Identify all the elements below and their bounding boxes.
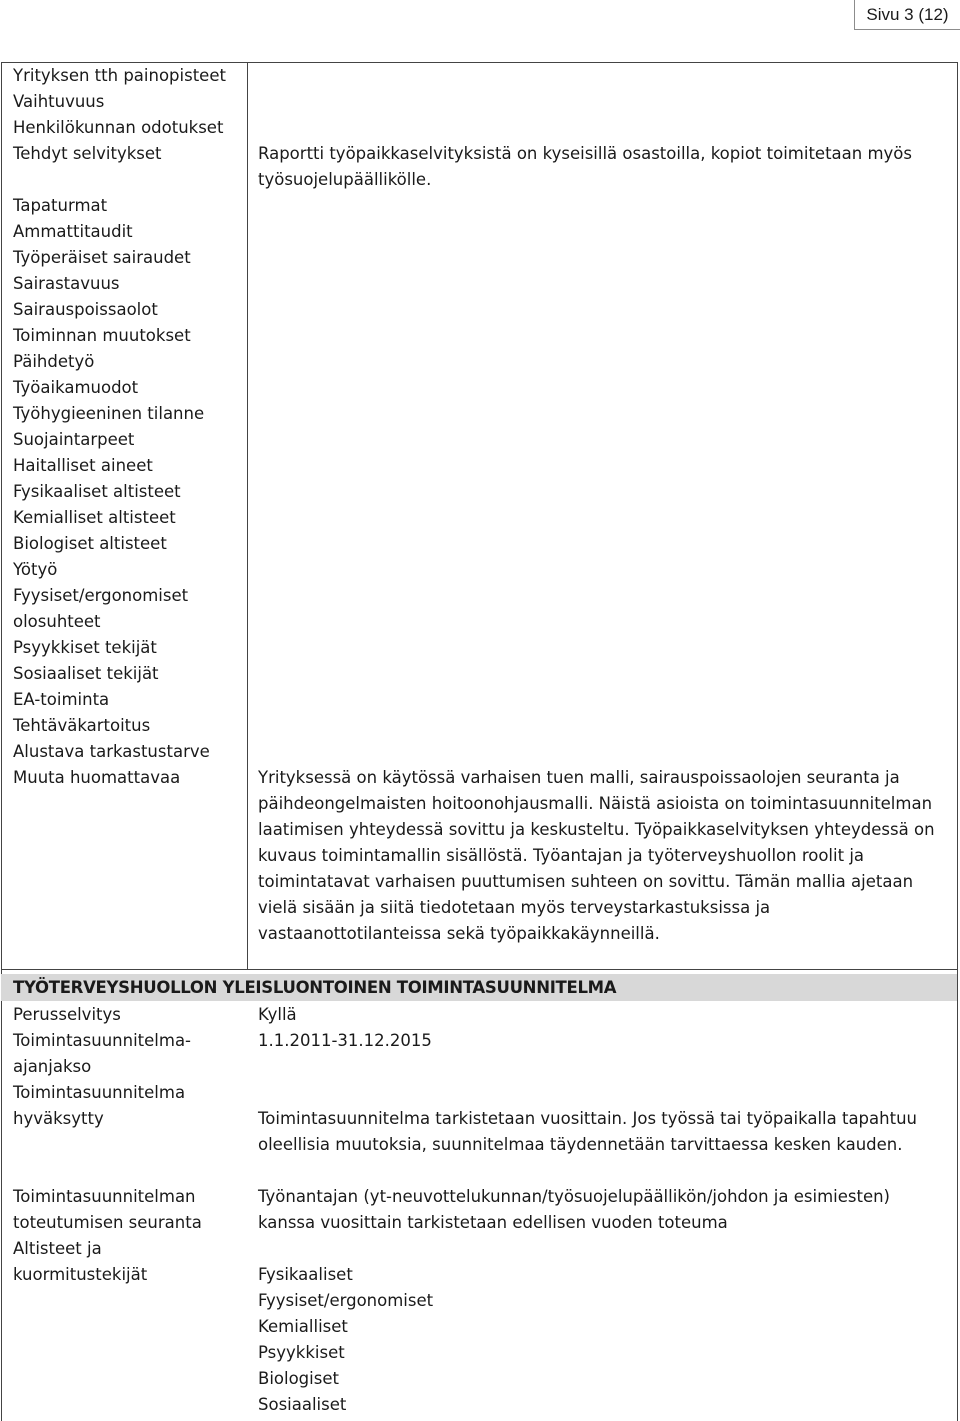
period-label: [13, 1028, 245, 1080]
list-item: Vaihtuvuus: [13, 92, 105, 111]
assessment-topics-list: [13, 63, 245, 791]
list-item: Psyykkiset: [258, 1343, 345, 1362]
list-item: Yötyö: [13, 560, 58, 579]
list-item: Suojaintarpeet: [13, 430, 135, 449]
list-item: Fysikaaliset: [258, 1265, 353, 1284]
page-number: Sivu 3 (12): [854, 0, 960, 30]
list-item: Toiminnan muutokset: [13, 326, 191, 345]
perusselvitys-value: [258, 1002, 948, 1028]
list-item: Muuta huomattavaa: [13, 768, 181, 787]
field-label: Toimintasuunnitelma: [13, 1083, 186, 1102]
table-left-border: [1, 62, 2, 1421]
other-notes: [258, 765, 948, 947]
list-item: Työhygieeninen tilanne: [13, 404, 205, 423]
list-item: Kemialliset: [258, 1317, 348, 1336]
list-item: Työaikamuodot: [13, 378, 139, 397]
field-label: Altisteet ja: [13, 1239, 102, 1258]
list-item: Sairauspoissaolot: [13, 300, 158, 319]
exposure-values: [258, 1262, 948, 1418]
list-item: Biologiset: [258, 1369, 339, 1388]
field-value: 1.1.2011-31.12.2015: [258, 1031, 432, 1050]
report-note: [258, 141, 948, 193]
field-label: kuormitustekijät: [13, 1265, 148, 1284]
report-text: Raportti työpaikkaselvityksistä on kyseisillä osastoilla, kopiot toimitetaan myös työsuojelupäällikölle.: [258, 144, 912, 189]
approved-label: [13, 1080, 245, 1132]
exposure-label: [13, 1236, 245, 1288]
list-item: Henkilökunnan odotukset: [13, 118, 224, 137]
followup-value: [258, 1184, 948, 1236]
field-label: Toimintasuunnitelman: [13, 1187, 196, 1206]
list-item: Alustava tarkastustarve: [13, 742, 210, 761]
list-item: Tehtäväkartoitus: [13, 716, 151, 735]
field-value: Kyllä: [258, 1005, 297, 1024]
field-label: toteutumisen seuranta: [13, 1213, 202, 1232]
list-item: Haitalliset aineet: [13, 456, 153, 475]
perusselvitys-label: [13, 1002, 245, 1028]
list-item: olosuhteet: [13, 612, 101, 631]
list-item: Ammattitaudit: [13, 222, 133, 241]
field-label: Toimintasuunnitelma-: [13, 1031, 192, 1050]
field-label: Perusselvitys: [13, 1005, 121, 1024]
list-item: Kemialliset altisteet: [13, 508, 176, 527]
list-item: Psyykkiset tekijät: [13, 638, 157, 657]
field-value: Työnantajan (yt-neuvottelukunnan/työsuojelupäällikön/johdon ja esimiesten) kanssa vuosittain tarkistetaan edellisen vuoden toteuma: [258, 1187, 890, 1232]
list-item: EA-toiminta: [13, 690, 110, 709]
section-divider: [1, 969, 958, 970]
field-label: ajanjakso: [13, 1057, 92, 1076]
list-item: Sosiaaliset: [258, 1395, 347, 1414]
approved-value: [258, 1106, 948, 1158]
column-divider: [247, 62, 248, 969]
section-title: TYÖTERVEYSHUOLLON YLEISLUONTOINEN TOIMINTASUUNNITELMA: [1, 974, 957, 1001]
field-value: Toimintasuunnitelma tarkistetaan vuosittain. Jos työssä tai työpaikalla tapahtuu oleellisia muutoksia, suunnitelmaa täydennetään tarvittaessa kesken kauden.: [258, 1109, 917, 1154]
list-item: Päihdetyö: [13, 352, 95, 371]
list-item: Fyysiset/ergonomiset: [258, 1291, 434, 1310]
list-item: Tapaturmat: [13, 196, 108, 215]
list-item: Biologiset altisteet: [13, 534, 167, 553]
list-item: Sosiaaliset tekijät: [13, 664, 159, 683]
list-item: Sairastavuus: [13, 274, 120, 293]
other-notes-text: Yrityksessä on käytössä varhaisen tuen malli, sairauspoissaolojen seuranta ja päihdeongelmaisten hoitoonohjausmalli. Näistä asioista on toimintasuunnitelman laatimisen yhteydessä sovittu ja keskusteltu. Työpaikkaselvityksen yhteydessä on kuvaus toimintamallin sisällöstä. Työantajan ja työterveyshuollon roolit ja toimintatavat varhaisen puuttumisen suhteen on sovittu. Tämän mallia ajetaan vielä sisään ja siitä tiedotetaan myös terveystarkastuksissa ja vastaanottotilanteissa sekä työpaikkakäynneillä.: [258, 768, 935, 943]
list-item: Fyysiset/ergonomiset: [13, 586, 189, 605]
period-value: [258, 1028, 948, 1054]
followup-label: [13, 1184, 245, 1236]
list-spacer: [13, 167, 245, 193]
list-item: Fysikaaliset altisteet: [13, 482, 181, 501]
list-item: Tehdyt selvitykset: [13, 144, 162, 163]
list-item: Työperäiset sairaudet: [13, 248, 191, 267]
field-label: hyväksytty: [13, 1109, 104, 1128]
table-right-border: [957, 62, 958, 1421]
list-item: Yrityksen tth painopisteet: [13, 66, 226, 85]
